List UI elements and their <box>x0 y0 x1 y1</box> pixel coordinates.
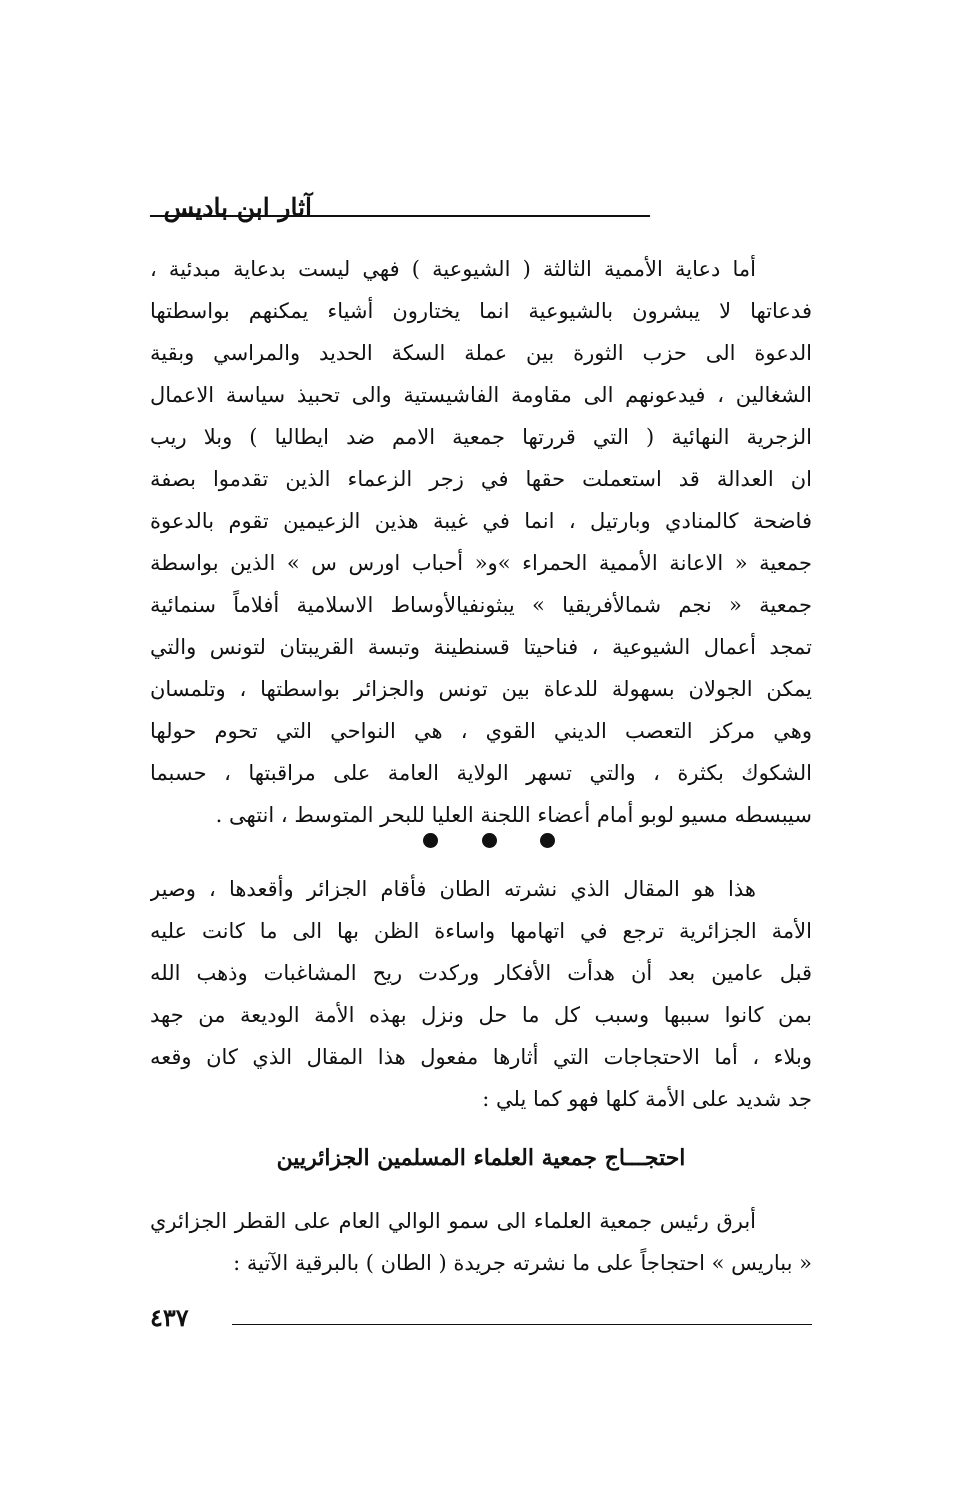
text-line: سيبسطه مسيو لوبو أمام أعضاء اللجنة العليا للبحر المتوسط ، انتهى . <box>215 803 812 827</box>
text-line: وهي مركز التعصب الديني القوي ، هي النواحي التي تحوم حولها <box>150 719 812 743</box>
section-separator-dots <box>423 828 555 852</box>
text-line: بمن كانوا سببها وسبب كل ما حل ونزل بهذه الأمة الوديعة من جهد <box>150 1003 812 1027</box>
text-line: وبلاء ، أما الاحتجاجات التي أثارها مفعول هذا المقال الذي كان وقعه <box>150 1045 812 1069</box>
text-line: أبرق رئيس جمعية العلماء الى سمو الوالي العام على القطر الجزائري <box>150 1209 756 1233</box>
text-line: فاضحة كالمنادي وبارتيل ، انما في غيبة هذين الزعيمين تقوم بالدعوة <box>150 509 812 533</box>
text-line: الدعوة الى حزب الثورة بين عملة السكة الحديد والمراسي وبقية <box>150 341 812 365</box>
text-line: جمعية « الاعانة الأممية الحمراء »و« أحباب اورس س » الذين بواسطة <box>150 551 812 575</box>
text-line: هذا هو المقال الذي نشرته الطان فأقام الجزائر وأقعدها ، وصير <box>150 877 756 901</box>
running-header-title: آثار ابن باديس <box>163 193 312 222</box>
text-line: تمجد أعمال الشيوعية ، فناحيتا قسنطينة وتبسة القريبتان لتونس والتي <box>150 635 812 659</box>
text-line: « بباريس » احتجاجاً على ما نشرته جريدة ( الطان ) بالبرقية الآتية : <box>233 1251 812 1275</box>
text-line: قبل عامين بعد أن هدأت الأفكار وركدت ريح المشاغبات وذهب الله <box>150 961 812 985</box>
text-line: الشغالين ، فيدعونهم الى مقاومة الفاشيستية والى تحبيذ سياسة الاعمال <box>150 383 812 407</box>
paragraph-1 <box>150 248 812 836</box>
page-number: ٤٣٧ <box>150 1303 189 1332</box>
separator-dot <box>540 833 555 848</box>
header-rule <box>150 215 650 217</box>
paragraph-3 <box>150 1200 812 1284</box>
text-line: الأمة الجزائرية ترجع في اتهامها واساءة الظن بها الى ما كانت عليه <box>150 919 812 943</box>
running-header <box>150 190 812 230</box>
separator-dot <box>482 833 497 848</box>
footer-rule <box>232 1324 812 1325</box>
text-line: الشكوك بكثرة ، والتي تسهر الولاية العامة على مراقبتها ، حسبما <box>150 761 812 785</box>
separator-dot <box>423 833 438 848</box>
text-line: جد شديد على الأمة كلها فهو كما يلي : <box>482 1087 812 1111</box>
text-line: فدعاتها لا يبشرون بالشيوعية انما يختارون أشياء يمكنهم بواسطتها <box>150 299 812 323</box>
text-line: الزجرية النهائية ( التي قررتها جمعية الامم ضد ايطاليا ) وبلا ريب <box>150 425 812 449</box>
text-line: يمكن الجولان بسهولة للدعاة بين تونس والجزائر بواسطتها ، وتلمسان <box>150 677 812 701</box>
text-line: أما دعاية الأممية الثالثة ( الشيوعية ) فهي ليست بدعاية مبدئية ، <box>150 257 756 281</box>
page-footer <box>150 1300 812 1340</box>
section-heading: احتجـــاج جمعية العلماء المسلمين الجزائريين <box>276 1145 686 1171</box>
text-line: جمعية « نجم شمالأفريقيا » يبثونفيالأوساط الاسلامية أفلاماً سنمائية <box>150 593 812 617</box>
text-line: ان العدالة قد استعملت حقها في زجر الزعماء الذين تقدموا بصفة <box>150 467 812 491</box>
paragraph-2 <box>150 868 812 1120</box>
